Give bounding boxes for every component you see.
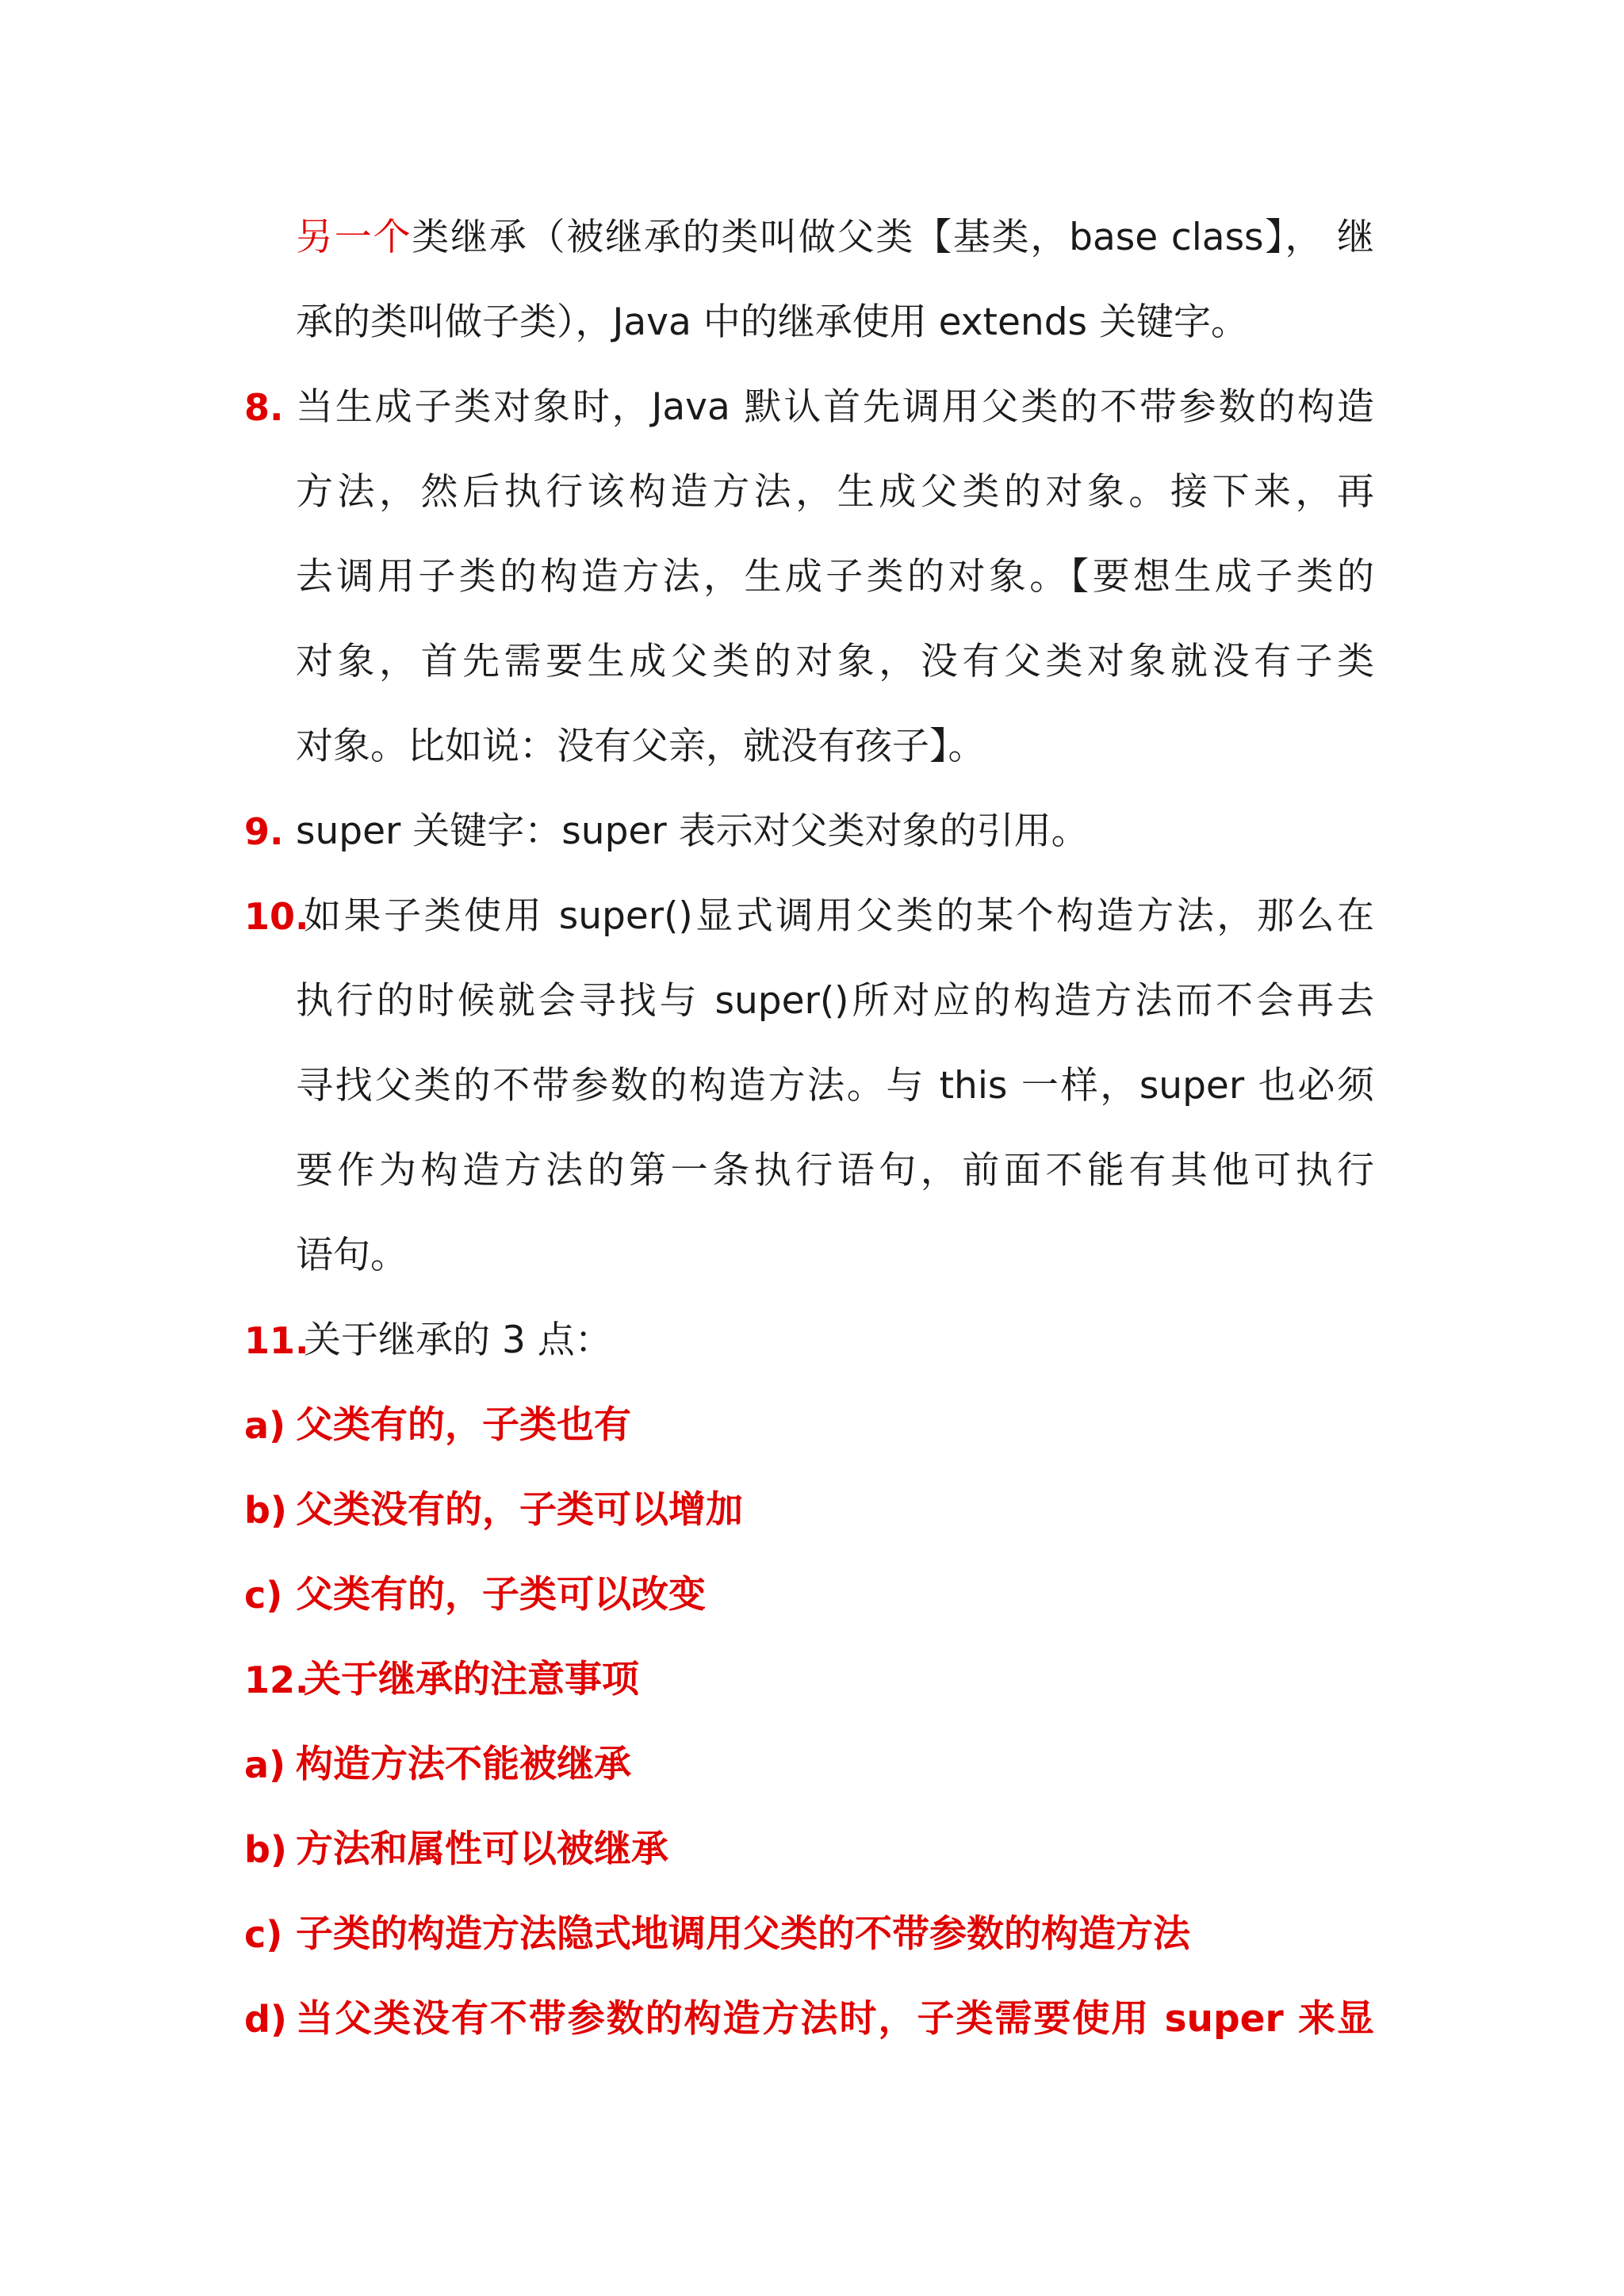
item-11-point-b-label: b) (244, 1489, 287, 1532)
item-12-point-a-text: 构造方法不能被继承 (296, 1743, 631, 1786)
item-10-line-2: 执行的时候就会寻找与 super()所对应的构造方法而不会再去 (296, 979, 1374, 1023)
intro-red-phrase: 另一个 (296, 216, 412, 259)
item-12-point-d-label: d) (244, 1998, 287, 2041)
item-8-line-4: 对象，首先需要生成父类的对象，没有父类对象就没有子类 (296, 640, 1374, 683)
item-12-point-d-text: 当父类没有不带参数的构造方法时，子类需要使用 super 来显 (296, 1997, 1374, 2041)
item-8-line-1: 当生成子类对象时，Java 默认首先调用父类的不带参数的构造 (296, 385, 1374, 429)
item-10-line-3: 寻找父类的不带参数的构造方法。与 this 一样，super 也必须 (296, 1064, 1374, 1108)
item-12-title: 关于继承的注意事项 (304, 1658, 639, 1701)
item-12-point-c-label: c) (244, 1913, 283, 1956)
item-10-number: 10. (244, 895, 309, 938)
item-8-line-5: 对象。比如说：没有父亲，就没有孩子】。 (296, 725, 986, 768)
item-9-number: 9. (244, 810, 284, 853)
item-11-point-a-text: 父类有的，子类也有 (296, 1403, 631, 1447)
item-8-number: 8. (244, 386, 284, 429)
item-11-number: 11. (244, 1319, 309, 1362)
item-11-title: 关于继承的 3 点： (304, 1318, 612, 1362)
item-11-point-a-label: a) (244, 1404, 286, 1447)
item-12-point-a-label: a) (244, 1743, 286, 1786)
item-9-text: super 关键字：super 表示对父类对象的引用。 (296, 809, 1089, 853)
item-8-line-3: 去调用子类的构造方法，生成子类的对象。【要想生成子类的 (296, 555, 1374, 599)
item-11-point-c-label: c) (244, 1574, 283, 1617)
item-12-point-b-text: 方法和属性可以被继承 (296, 1827, 668, 1871)
item-10-line-4: 要作为构造方法的第一条执行语句，前面不能有其他可执行 (296, 1149, 1374, 1192)
item-12-number: 12. (244, 1659, 309, 1701)
item-11-point-c-text: 父类有的，子类可以改变 (296, 1573, 706, 1617)
intro-line-1-text: 类继承（被继承的类叫做父类【基类，base class】， 继 (412, 216, 1375, 259)
intro-line-1 (296, 198, 1374, 277)
item-12-point-b-label: b) (244, 1828, 287, 1871)
item-12-point-c-text: 子类的构造方法隐式地调用父类的不带参数的构造方法 (296, 1912, 1190, 1956)
item-10-line-1: 如果子类使用 super()显式调用父类的某个构造方法，那么在 (304, 894, 1374, 938)
item-10-line-5: 语句。 (296, 1234, 408, 1277)
item-11-point-b-text: 父类没有的，子类可以增加 (296, 1488, 743, 1532)
item-8-line-2: 方法，然后执行该构造方法，生成父类的对象。接下来，再 (296, 470, 1374, 514)
intro-line-2: 承的类叫做子类），Java 中的继承使用 extends 关键字。 (296, 300, 1248, 344)
